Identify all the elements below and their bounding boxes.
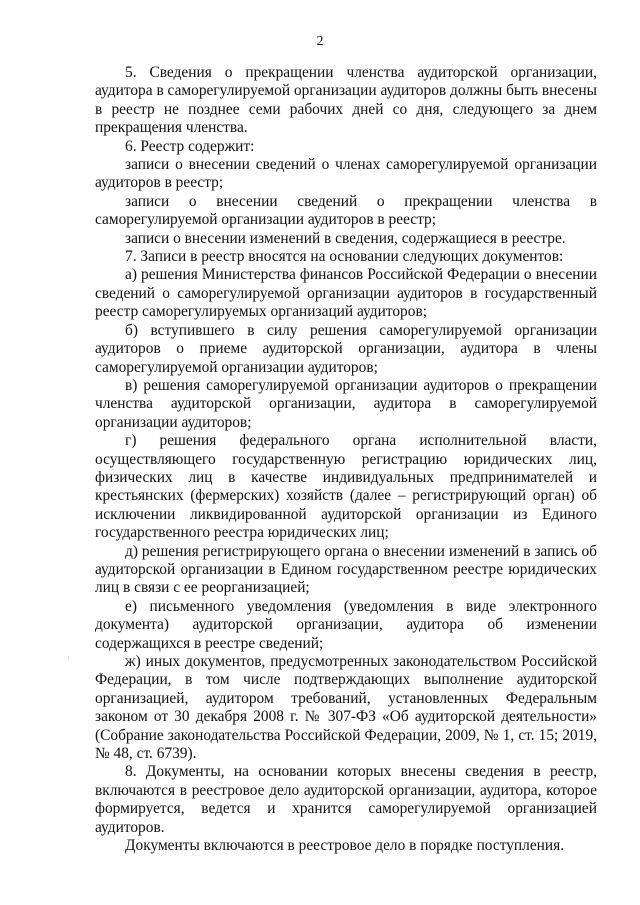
scan-speck: · <box>67 654 70 663</box>
paragraph-8: 8. Документы, на основании которых внесены сведения в реестр, включаются в реестровое дело аудиторской организации, аудитора, которое формируется, ведется и хранится саморегулируемой организацией аудиторов. <box>95 763 597 836</box>
item-zh: ж) иных документов, предусмотренных законодательством Российской Федерации, в том числе подтверждающих выполнение аудиторской организацией, аудитором требований, установленных Федеральным законом от 30 декабря 2008 г. № 307-ФЗ «Об аудиторской деятельности» (Собрание законодательства Российской Федерации, 2009, № 1, ст. 15; 2019, № 48, ст. 6739). <box>95 653 597 763</box>
paragraph-7: 7. Записи в реестр вносятся на основании следующих документов: <box>125 248 564 266</box>
item-v: в) решения саморегулируемой организации аудиторов о прекращении членства аудиторской организации, аудитора в саморегулируемой организации аудиторов; <box>95 376 597 431</box>
page-number: 2 <box>316 34 324 49</box>
document-body <box>95 64 597 855</box>
item-b: б) вступившего в силу решения саморегулируемой организации аудиторов о приеме аудиторской организации, аудитора в члены саморегулируемой организации аудиторов; <box>95 321 597 376</box>
item-d: д) решения регистрирующего органа о внесении изменений в запись об аудиторской организации в Едином государственном реестре юридических лиц в связи с ее реорганизацией; <box>95 542 597 597</box>
closing-paragraph: Документы включаются в реестровое дело в порядке поступления. <box>125 837 565 855</box>
paragraph-6: 6. Реестр содержит: <box>125 137 255 155</box>
registry-entry-members: записи о внесении сведений о членах саморегулируемой организации аудиторов в реестр; <box>95 156 597 192</box>
registry-entry-changes: записи о внесении изменений в сведения, содержащиеся в реестре. <box>125 229 566 247</box>
item-g: г) решения федерального органа исполнительной власти, осуществляющего государственную регистрацию юридических лиц, физических лиц в качестве индивидуальных предпринимателей и крестьянских (фермерских) хозяйств (далее – регистрирующий орган) об исключении ликвидированной аудиторской организации из Единого государственного реестра юридических лиц; <box>95 432 597 542</box>
item-e: е) письменного уведомления (уведомления в виде электронного документа) аудиторской организации, аудитора об изменении содержащихся в реестре сведений; <box>95 597 597 652</box>
item-a: а) решения Министерства финансов Российской Федерации о внесении сведений о саморегулируемой организации аудиторов в государственный реестр саморегулируемых организаций аудиторов; <box>95 266 597 321</box>
paragraph-5: 5. Сведения о прекращении членства аудиторской организации, аудитора в саморегулируемой организации аудиторов должны быть внесены в реестр не позднее семи рабочих дней со дня, следующего за днем прекращения членства. <box>95 64 597 137</box>
registry-entry-termination: записи о внесении сведений о прекращении членства в саморегулируемой организации аудиторов в реестр; <box>95 192 597 229</box>
